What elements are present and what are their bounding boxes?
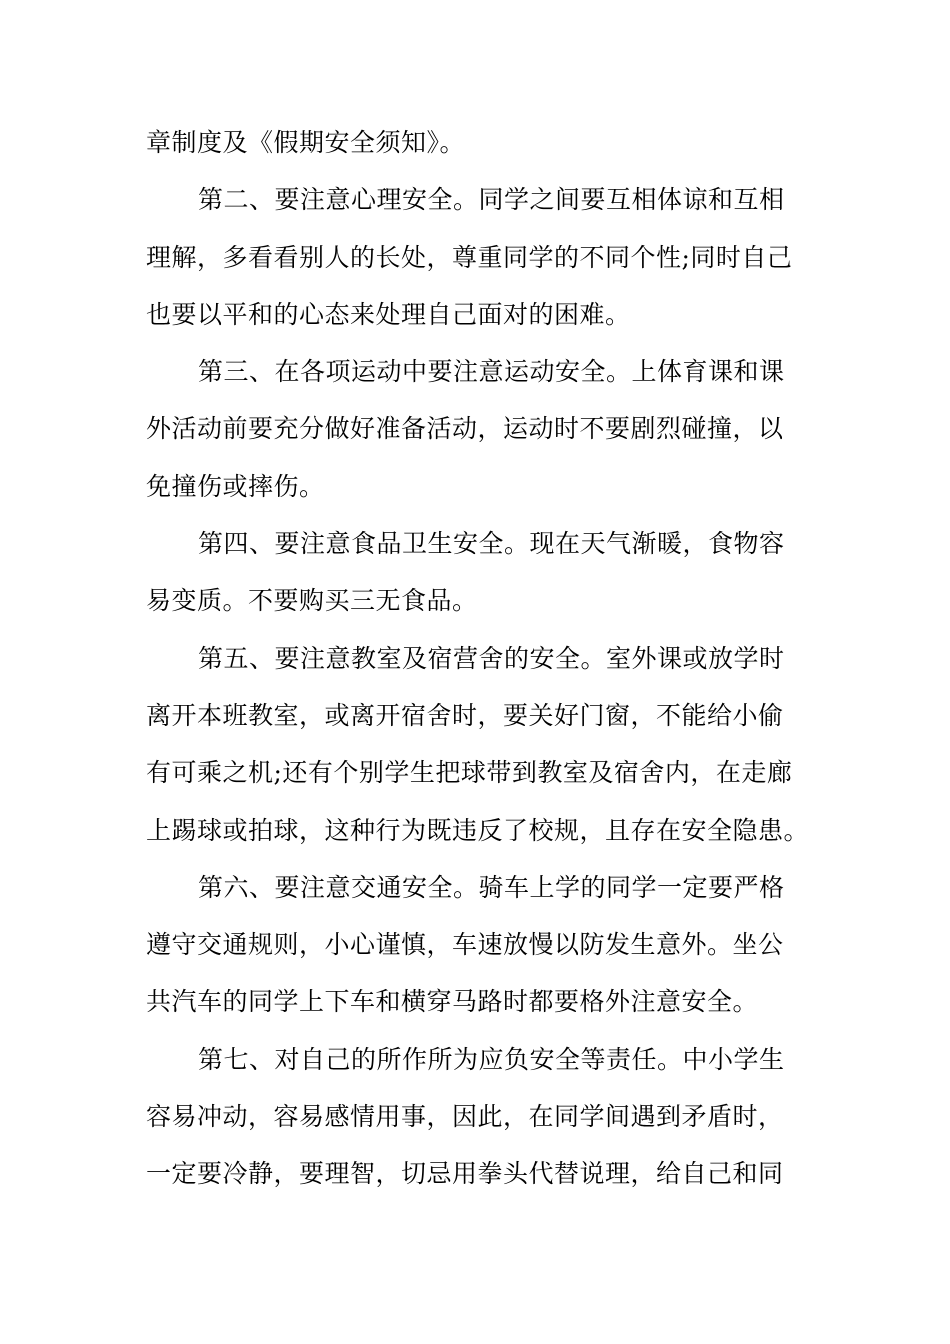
text-line: 免撞伤或摔伤。 xyxy=(146,471,325,501)
text-line: 上踢球或拍球，这种行为既违反了校规，且存在安全隐患。 xyxy=(146,815,810,845)
text-line: 章制度及《假期安全须知》。 xyxy=(146,128,466,157)
text-line: 容易冲动，容易感情用事，因此，在同学间遇到矛盾时， xyxy=(146,1102,784,1132)
paragraph-start-line: 第四、要注意食品卫生安全。现在天气渐暖，食物容 xyxy=(198,529,785,559)
text-line: 易变质。不要购买三无食品。 xyxy=(146,586,478,616)
paragraph-start-line: 第五、要注意教室及宿营舍的安全。室外课或放学时 xyxy=(198,643,785,673)
text-line: 有可乘之机;还有个别学生把球带到教室及宿舍内，在走廊 xyxy=(146,758,793,788)
text-line: 外活动前要充分做好准备活动，运动时不要剧烈碰撞，以 xyxy=(146,414,784,444)
paragraph-start-line: 第六、要注意交通安全。骑车上学的同学一定要严格 xyxy=(198,872,785,902)
text-line: 一定要冷静，要理智，切忌用拳头代替说理，给自己和同 xyxy=(146,1159,784,1189)
text-line: 理解，多看看别人的长处，尊重同学的不同个性;同时自己 xyxy=(146,242,793,272)
text-line: 共汽车的同学上下车和横穿马路时都要格外注意安全。 xyxy=(146,987,759,1017)
text-line: 遵守交通规则，小心谨慎，车速放慢以防发生意外。坐公 xyxy=(146,930,784,960)
text-line: 离开本班教室，或离开宿舍时，要关好门窗，不能给小偷 xyxy=(146,700,784,730)
document-body xyxy=(146,114,810,1203)
paragraph-start-line: 第二、要注意心理安全。同学之间要互相体谅和互相 xyxy=(198,185,785,215)
text-line: 也要以平和的心态来处理自己面对的困难。 xyxy=(146,299,631,329)
paragraph-start-line: 第七、对自己的所作所为应负安全等责任。中小学生 xyxy=(198,1044,785,1074)
paragraph-start-line: 第三、在各项运动中要注意运动安全。上体育课和课 xyxy=(198,357,785,387)
